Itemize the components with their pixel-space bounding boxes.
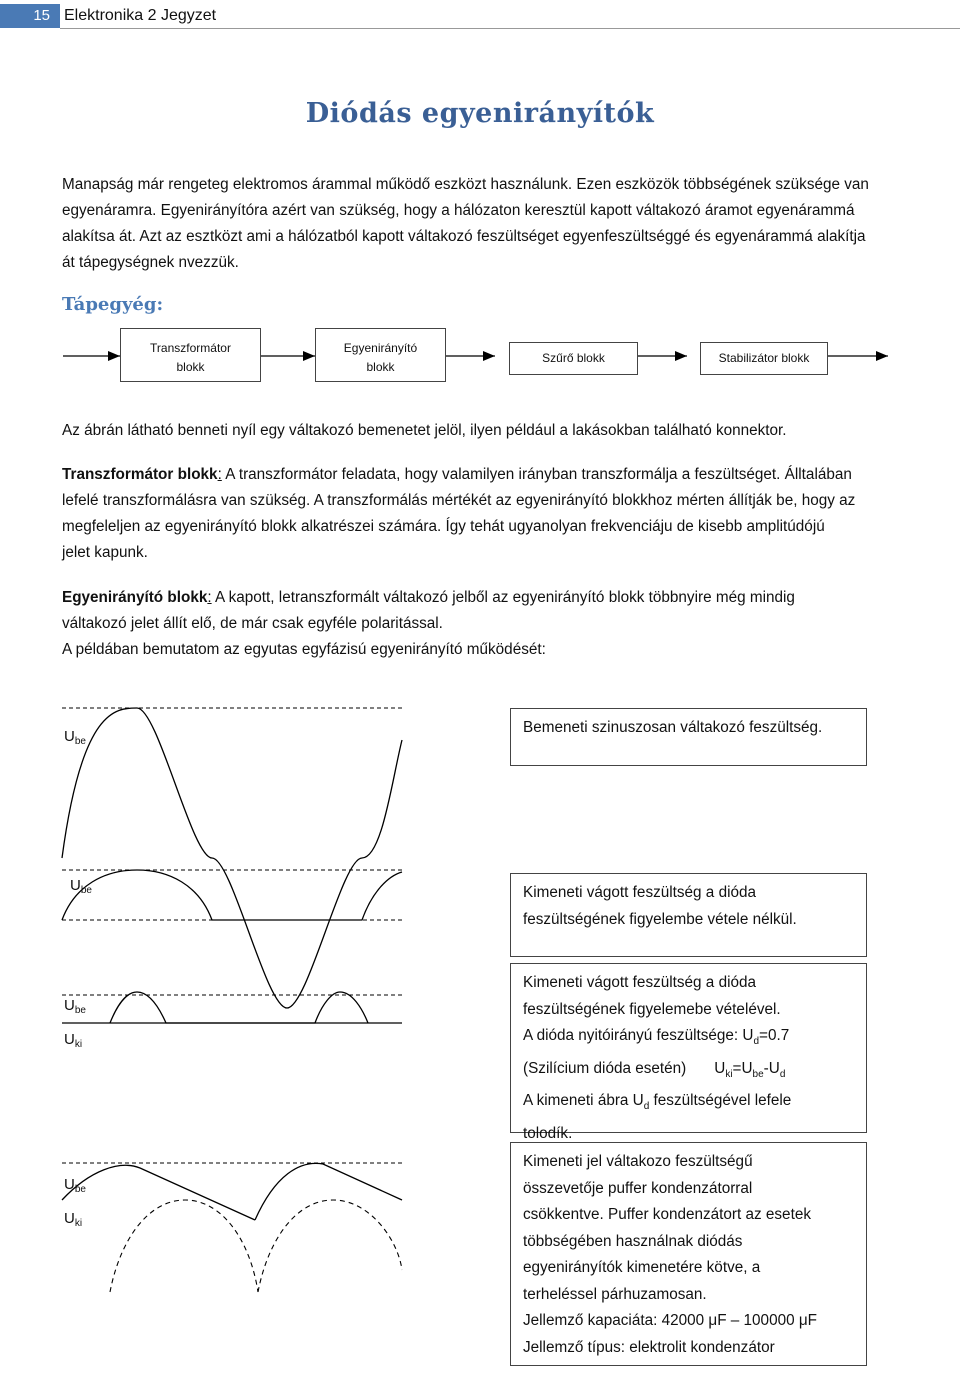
intro-line: Manapság már rengeteg elektromos árammal működő eszközt használunk. Ezen eszközök többségének szüksége van bbox=[62, 176, 869, 193]
box-text: egyenirányítók kimenetére kötve, a bbox=[523, 1259, 761, 1276]
rectifier-block bbox=[315, 328, 446, 382]
ube-label: $U_{be}$ bbox=[64, 997, 86, 1016]
ube-label: $U_{be}$ bbox=[64, 728, 86, 747]
transformer-term: Transzformátor blokk bbox=[62, 466, 218, 483]
box-text: tolodík. bbox=[523, 1124, 573, 1142]
intro-line: át tápegységnek nvezzük. bbox=[62, 254, 239, 271]
box-text: terheléssel párhuzamosan. bbox=[523, 1285, 707, 1303]
page-title: Diódás egyenirányítók bbox=[305, 98, 655, 129]
diode-description-box bbox=[510, 963, 867, 1142]
rectifier-block-label: Egyenirányító bbox=[343, 341, 418, 355]
paragraph-line: váltakozó jelet állít elő, de már csak egyféle polaritással. bbox=[62, 615, 443, 632]
rectifier-paragraph bbox=[62, 585, 958, 663]
rectifier-block-label: blokk bbox=[366, 360, 395, 374]
transformer-block-label: Transzformátor bbox=[150, 341, 231, 355]
box-text: Kimeneti vágott feszültség a dióda bbox=[523, 974, 756, 991]
transformer-block-label: blokk bbox=[176, 360, 205, 374]
uki-label: $U_{ki}$ bbox=[64, 1210, 83, 1229]
ube-label: $U_{be}$ bbox=[64, 1176, 86, 1195]
input-sine-wave bbox=[62, 708, 402, 1008]
box-text: feszültségének figyelemebe vételével. bbox=[523, 1000, 781, 1018]
paragraph-line: A példában bemutatom az egyutas egyfázisú egyenirányító működését: bbox=[62, 641, 546, 658]
paragraph-line: jelet kapunk. bbox=[62, 544, 148, 561]
page-number: 15 bbox=[0, 4, 60, 28]
rectifier-term: Egyenirányító blokk bbox=[62, 589, 208, 606]
paragraph-line: megfeleljen az egyenirányító blokk alkatrészei számára. Így tehát ugyanolyan frekvenciáju de kisebb amplitúdójú bbox=[62, 518, 825, 535]
intro-line: alakítsa át. Azt az esztközt ami a hálózatból kapott váltakozó feszültséget egyenfeszültséggé és egyenárammá alakítja bbox=[62, 228, 866, 245]
transformer-block bbox=[120, 328, 261, 382]
section-subheading: Tápegyég: bbox=[62, 294, 164, 315]
arrow-note: Az ábrán látható benneti nyíl egy váltakozó bemenetet jelöl, ilyen például a lakásokban található konnektor. bbox=[62, 422, 787, 439]
filter-block bbox=[509, 342, 638, 375]
term-colon: : bbox=[217, 466, 222, 483]
running-header-title: Elektronika 2 Jegyzet bbox=[64, 7, 217, 24]
stabilizer-block bbox=[700, 342, 828, 375]
box-text: Jellemző típus: elektrolit kondenzátor bbox=[523, 1338, 775, 1356]
paragraph-text: A kapott, letranszformált váltakozó jelből az egyenirányító blokk többnyire még mindig bbox=[211, 589, 795, 606]
box-text: feszültségének figyelembe vétele nélkül. bbox=[523, 910, 797, 928]
intro-paragraph bbox=[62, 172, 958, 276]
box-text: összevetője puffer kondenzátorral bbox=[523, 1179, 753, 1197]
box-text: csökkentve. Puffer kondenzátort az esetek bbox=[523, 1206, 811, 1223]
paragraph-text: A transzformátor feladata, hogy valamilyen irányban transzformálja a feszültséget. Álltalában bbox=[221, 466, 852, 483]
box-text: A kimeneti ábra $U_d$ feszültségével lefele bbox=[523, 1092, 792, 1113]
input-description-box bbox=[510, 708, 867, 766]
box-text: A dióda nyitóirányú feszültsége: $U_d=0.7$ bbox=[523, 1027, 790, 1048]
box-text: Kimeneti vágott feszültség a dióda bbox=[523, 884, 756, 901]
box-text: Kimeneti jel váltakozo feszültségű bbox=[523, 1153, 753, 1170]
paragraph-line: lefelé transzformálásra van szükség. A transzformálás mértékét az egyenirányító blokkhoz mérten állítják be, hogy az bbox=[62, 492, 856, 509]
term-colon: : bbox=[207, 589, 212, 606]
smoothed-wave bbox=[62, 1165, 255, 1220]
waveform-diagrams bbox=[0, 680, 520, 1370]
capacitor-description-box bbox=[510, 1142, 867, 1366]
transformer-paragraph bbox=[62, 462, 958, 566]
diode-shifted-wave bbox=[110, 992, 368, 1023]
intro-line: egyenáramra. Egyenirányítóra azért van szükség, hogy a hálózaton keresztül kapott váltakozó áramot egyenárammá bbox=[62, 202, 855, 219]
ube-label: $U_{be}$ bbox=[70, 877, 92, 896]
header-rule bbox=[60, 28, 960, 29]
box-text: többségében használnak diódás bbox=[523, 1232, 743, 1250]
uki-label: $U_{ki}$ bbox=[64, 1031, 83, 1050]
box-text: Bemeneti szinuszosan váltakozó feszültség. bbox=[523, 719, 823, 736]
filter-block-label: Szűrő blokk bbox=[542, 351, 605, 365]
box-text: Jellemző kapaciáta: 42000 μF – 100000 μF bbox=[523, 1312, 817, 1329]
stabilizer-block-label: Stabilizátor blokk bbox=[718, 351, 810, 365]
box-text: (Szilícium dióda esetén) $U_{ki}=U_{be}-U_d$ bbox=[523, 1059, 786, 1080]
clipped-description-box bbox=[510, 873, 867, 957]
